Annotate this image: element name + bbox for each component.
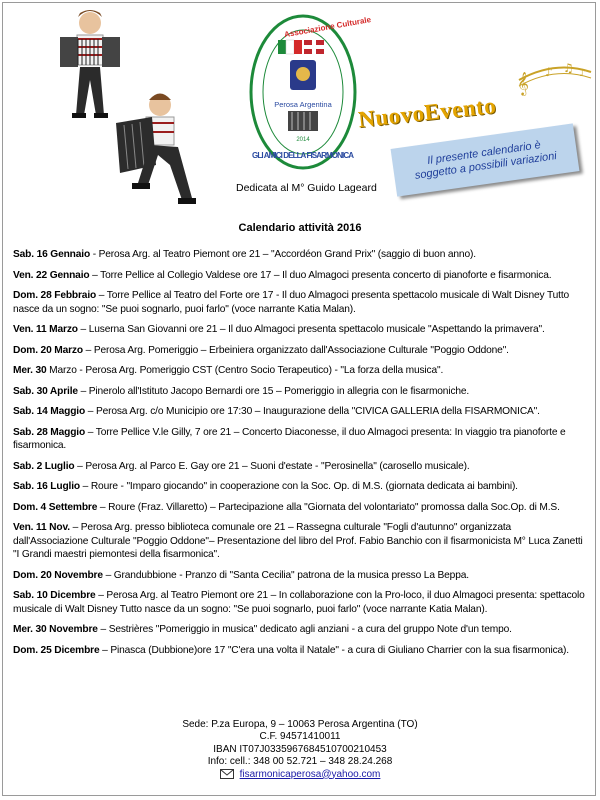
event-item — [13, 269, 589, 283]
event-item — [13, 644, 589, 658]
event-text: – Torre Pellice al Collegio Valdese ore 17 – Il duo Almagoci presenta concerto di pianoforte e fisarmonica. — [89, 269, 552, 281]
logo-bottom-text: GLI AMICI DELLA FISARMONICA — [252, 151, 354, 160]
event-date: Dom. 20 Marzo — [13, 344, 83, 356]
event-item — [13, 569, 589, 583]
event-text: – Roure (Fraz. Villaretto) – Partecipazione alla "Giornata del volontariato" promossa dalla Soc.Op. di M.S. — [97, 501, 560, 513]
event-item — [13, 405, 589, 419]
event-date: Sab. 2 Luglio — [13, 460, 75, 472]
event-item — [13, 501, 589, 515]
event-date: Ven. 22 Gennaio — [13, 269, 90, 281]
event-text: – Luserna San Giovanni ore 21 – Il duo Almagoci presenta spettacolo musicale "Aspettando la primavera". — [77, 324, 545, 335]
event-text: – Pinerolo all'Istituto Jacopo Bernardi ore 15 – Pomeriggio in allegria con le fisarmoniche. — [77, 385, 470, 397]
logo-top-text: Associazione Culturale — [283, 15, 372, 40]
notice-text: Il presente calendario è soggetto a possibili variazioni — [414, 139, 558, 182]
event-text: - Perosa Arg. al Teatro Piemont ore 21 – "Accordéon Grand Prix" (saggio di buon anno). — [90, 249, 476, 260]
event-item — [13, 460, 589, 474]
svg-text:♪: ♪ — [545, 65, 553, 79]
events-list — [13, 248, 589, 664]
music-notes-icon — [515, 50, 595, 100]
tax-code-text: C.F. 94571410011 — [259, 731, 341, 743]
event-date: Ven. 11 Marzo — [13, 324, 78, 335]
event-item — [13, 521, 589, 562]
event-item — [13, 589, 589, 616]
event-item — [13, 323, 589, 337]
phone-text: Info: cell.: 348 00 52.721 – 348 28.24.268 — [207, 756, 393, 768]
event-text: – Perosa Arg. c/o Municipio ore 17:30 – Inaugurazione della "CIVICA GALLERIA della FISARMONICA". — [85, 406, 540, 417]
iban-text: IBAN IT07J0335967684510700210453 — [213, 743, 387, 755]
address-text: Sede: P.za Europa, 9 – 10063 Perosa Argentina (TO) — [182, 719, 418, 730]
event-date: Sab. 30 Aprile — [13, 385, 78, 397]
event-text: – Roure - "Imparo giocando" in cooperazione con la Soc. Op. di M.S. (giornata dedicata ai bambini). — [79, 481, 518, 492]
event-date: Dom. 4 Settembre — [13, 501, 98, 513]
event-date: Mer. 30 — [13, 365, 47, 376]
event-date: Ven. 11 Nov. — [13, 522, 70, 533]
event-date: Sab. 28 Maggio — [13, 426, 86, 438]
footer-contacts — [0, 719, 600, 781]
event-text: – Torre Pellice V.le Gilly, 7 ore 21 – Concerto Diaconesse, il duo Almagoci presenta: In viaggio tra pianoforte e fisarmonica. — [13, 426, 566, 451]
event-text: Marzo - Perosa Arg. Pomeriggio CST (Centro Socio Terapeutico) - "La forza della musica". — [46, 365, 444, 376]
event-item — [13, 364, 589, 378]
event-date: Sab. 16 Gennaio — [13, 249, 91, 260]
event-text: – Perosa Arg. Pomeriggio – Erbeiniera organizzato dall'Associazione Culturale "Poggio Oddone". — [82, 344, 509, 356]
dedication-text: Dedicata al M° Guido Lageard — [236, 182, 377, 194]
association-logo — [248, 12, 372, 172]
event-date: Mer. 30 Novembre — [13, 624, 98, 635]
event-text: – Perosa Arg. presso biblioteca comunale ore 21 – Rassegna culturale "Fogli d'autunno" organizzata dall'Associazione Culturale "Poggio Oddone"– Presentazione del libro del Prof. Fabio Banchio con il fisarmonicista M° Luca Zanetti "I Grandi maestri piemontesi della fisarmonica". — [13, 522, 583, 560]
calendar-title: Calendario attività 2016 — [238, 222, 362, 234]
new-event-banner: NuovoEvento — [357, 92, 498, 133]
event-item — [13, 344, 589, 358]
event-text: – Torre Pellice al Teatro del Forte ore 17 - Il duo Almagoci presenta spettacolo musicale di Walt Disney Tutto nasce da un sogno: "Se puoi sognarlo, puoi farlo" (voce narrante Katia Malan). — [13, 290, 570, 315]
event-date: Dom. 28 Febbraio — [13, 290, 97, 301]
event-item — [13, 248, 589, 262]
event-date: Sab. 16 Luglio — [13, 481, 80, 492]
event-text: – Sestrières "Pomeriggio in musica" dedicato agli anziani - a cura del gruppo Note d'un tempo. — [97, 624, 512, 635]
event-item — [13, 480, 589, 494]
svg-text:𝄞: 𝄞 — [517, 71, 529, 95]
event-date: Dom. 20 Novembre — [13, 569, 103, 581]
event-date: Sab. 14 Maggio — [13, 406, 86, 417]
event-text: – Perosa Arg. al Teatro Piemont ore 21 – In collaborazione con la Pro-loco, il duo Almagoci presenta: spettacolo musicale di Walt Disney Tutto nasce da un sogno: "Se puoi sognarlo, puoi farlo" (voce narrante Katia Malan). — [13, 590, 585, 615]
event-text: – Grandubbione - Pranzo di "Santa Cecilia" patrona de la musica presso La Beppa. — [102, 569, 469, 581]
event-text: – Pinasca (Dubbione)ore 17 "C'era una volta il Natale" - a cura di Giuliano Charrier con la sua fisarmonica). — [99, 644, 569, 656]
email-link[interactable]: fisarmonicaperosa@yahoo.com — [239, 768, 381, 780]
svg-text:♫: ♫ — [563, 61, 574, 75]
email-row — [0, 769, 600, 781]
envelope-icon — [220, 769, 234, 779]
logo-year-text: 2014 — [296, 137, 310, 143]
accordion-players-image — [20, 5, 205, 210]
logo-town-text: Perosa Argentina — [274, 100, 332, 109]
event-date: Sab. 10 Dicembre — [13, 590, 96, 601]
event-text: – Perosa Arg. al Parco E. Gay ore 21 – Suoni d'estate - "Perosinella" (carosello musicale). — [74, 460, 470, 472]
event-item — [13, 426, 589, 453]
event-item — [13, 385, 589, 399]
svg-text:♪: ♪ — [579, 68, 586, 79]
event-item — [13, 289, 589, 316]
event-date: Dom. 25 Dicembre — [13, 644, 100, 656]
event-item — [13, 623, 589, 637]
